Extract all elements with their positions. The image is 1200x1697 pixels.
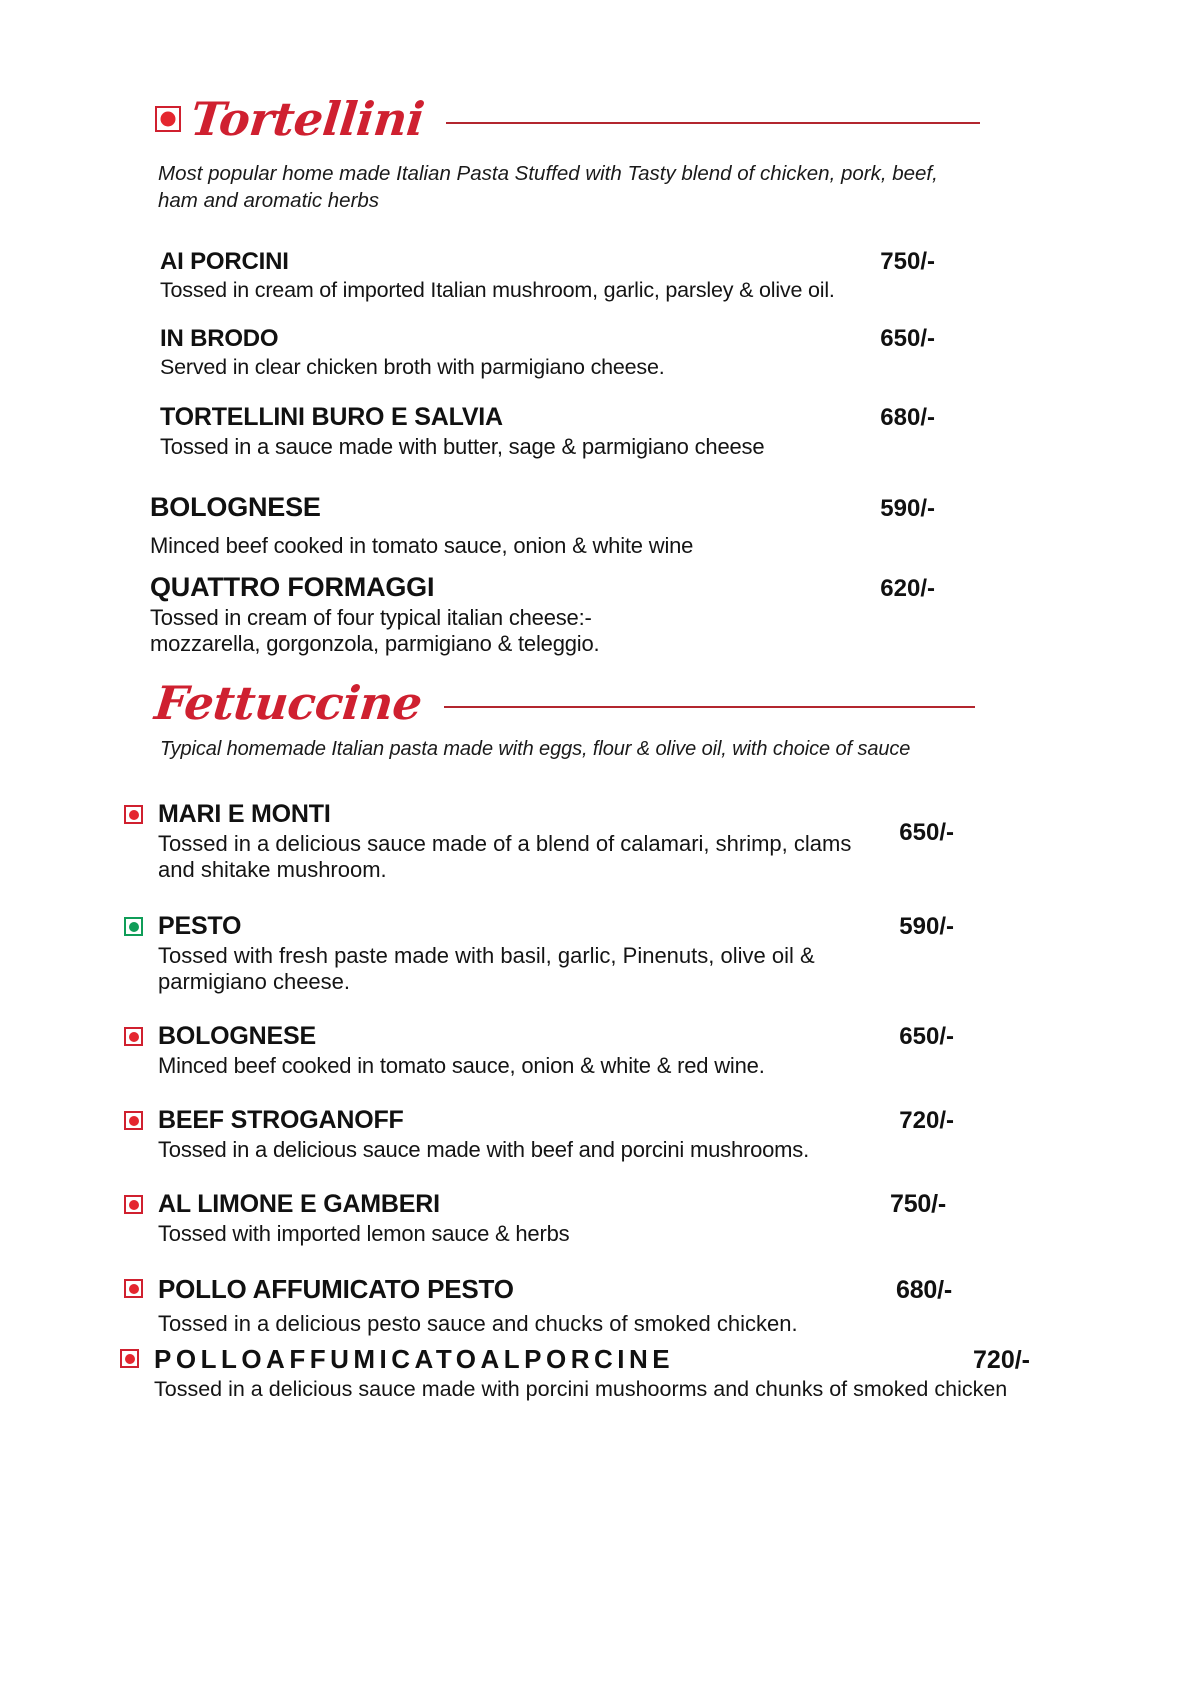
item-description: Tossed in a delicious pesto sauce and chucks of smoked chicken. [158, 1311, 798, 1336]
non-veg-square-icon [155, 106, 181, 132]
item-description: Tossed in cream of four typical italian cheese:- mozzarella, gorgonzola, parmigiano & teleggio. [150, 605, 600, 656]
menu-item-pollo-affumicato-pesto[interactable] [124, 1274, 954, 1337]
section-title-tortellini: Tortellini [188, 92, 427, 146]
item-price: 650/- [880, 325, 935, 352]
item-name: PESTO [158, 912, 242, 940]
item-name: AI PORCINI [160, 248, 289, 275]
item-price: 680/- [880, 404, 935, 431]
item-name: AL LIMONE E GAMBERI [158, 1190, 440, 1218]
menu-item-bolognese[interactable] [150, 492, 935, 559]
item-name: POLLO AFFUMICATO PESTO [158, 1274, 514, 1304]
item-name: IN BRODO [160, 325, 279, 352]
item-description: Tossed with fresh paste made with basil, garlic, Pinenuts, olive oil & parmigiano cheese. [158, 943, 815, 994]
menu-item-beef-stroganoff[interactable] [124, 1106, 954, 1163]
non-veg-square-icon [124, 1279, 143, 1298]
item-description: Minced beef cooked in tomato sauce, onion & white & red wine. [158, 1053, 765, 1078]
item-price: 650/- [899, 1023, 954, 1050]
item-description: Tossed in a delicious sauce made of a blend of calamari, shrimp, clams and shitake mushroom. [158, 831, 852, 882]
section-divider-rule [444, 706, 975, 708]
menu-item-quattro-formaggi[interactable] [150, 572, 935, 657]
menu-item-in-brodo[interactable] [160, 325, 935, 380]
menu-item-pollo-affumicato-al-porcine[interactable] [120, 1344, 1060, 1402]
item-name: TORTELLINI BURO E SALVIA [160, 403, 503, 431]
menu-item-mari-e-monti[interactable] [124, 800, 954, 883]
menu-item-bolognese-fettuccine[interactable] [124, 1022, 954, 1079]
item-name: MARI E MONTI [158, 800, 331, 828]
section-blurb-fettuccine: Typical homemade Italian pasta made with eggs, flour & olive oil, with choice of sauce [160, 738, 911, 760]
item-description: Served in clear chicken broth with parmigiano cheese. [160, 355, 665, 379]
non-veg-square-icon [124, 1111, 143, 1130]
non-veg-square-icon [124, 805, 143, 824]
section-fettuccine-header [152, 676, 975, 730]
menu-item-al-limone-e-gamberi[interactable] [124, 1190, 954, 1247]
section-divider-rule [446, 122, 980, 124]
non-veg-square-icon [124, 1027, 143, 1046]
item-price: 590/- [880, 495, 935, 522]
menu-item-ai-porcini[interactable] [160, 248, 935, 303]
item-description: Tossed in a sauce made with butter, sage & parmigiano cheese [160, 434, 765, 459]
item-price: 590/- [899, 913, 954, 940]
section-tortellini-header [155, 92, 980, 146]
item-name: QUATTRO FORMAGGI [150, 572, 435, 602]
item-price: 650/- [899, 819, 954, 846]
item-name: BOLOGNESE [150, 492, 321, 522]
veg-square-icon [124, 917, 143, 936]
item-price: 620/- [880, 575, 935, 602]
item-price: 720/- [973, 1346, 1030, 1374]
item-description: Tossed in a delicious sauce made with porcini mushoorms and chunks of smoked chicken [154, 1377, 1008, 1401]
item-price: 680/- [896, 1276, 952, 1304]
item-price: 750/- [880, 248, 935, 275]
item-name: BEEF STROGANOFF [158, 1106, 404, 1134]
menu-item-pesto[interactable] [124, 912, 954, 995]
item-description: Minced beef cooked in tomato sauce, onion & white wine [150, 533, 694, 558]
menu-item-tortellini-buro-e-salvia[interactable] [160, 403, 935, 460]
item-description: Tossed in a delicious sauce made with beef and porcini mushrooms. [158, 1137, 810, 1162]
section-blurb-tortellini: Most popular home made Italian Pasta Stuffed with Tasty blend of chicken, pork, beef, ham and aromatic herbs [158, 162, 938, 213]
item-name: BOLOGNESE [158, 1022, 316, 1050]
item-description: Tossed in cream of imported Italian mushroom, garlic, parsley & olive oil. [160, 278, 835, 302]
section-title-fettuccine: Fettuccine [152, 676, 425, 730]
item-description: Tossed with imported lemon sauce & herbs [158, 1221, 570, 1246]
item-price: 750/- [890, 1190, 946, 1218]
item-price: 720/- [899, 1107, 954, 1134]
non-veg-square-icon [120, 1349, 139, 1368]
item-name: POLLOAFFUMICATOALPORCINE [154, 1344, 675, 1374]
non-veg-square-icon [124, 1195, 143, 1214]
